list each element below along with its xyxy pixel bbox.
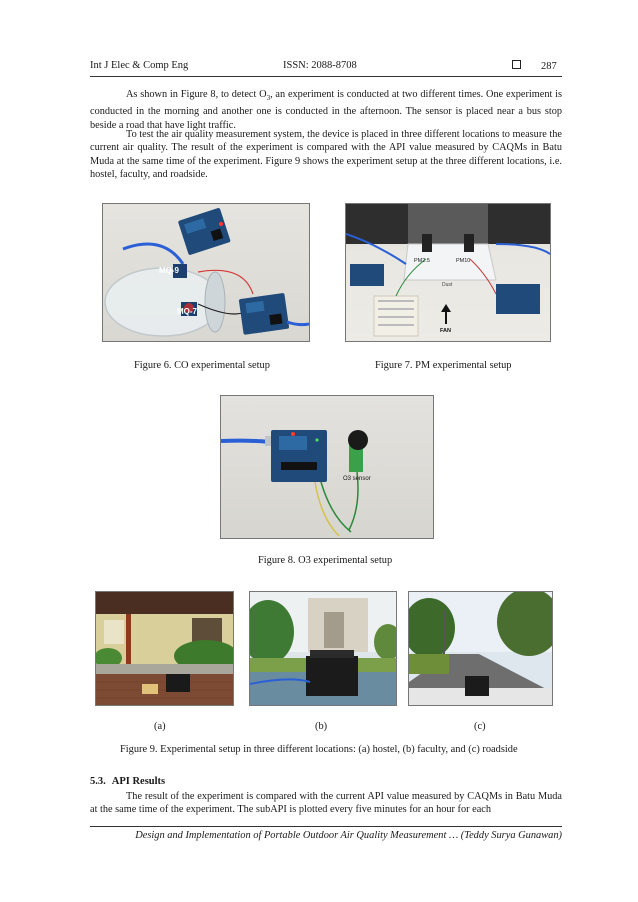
paragraph-2: To test the air quality measurement system, the device is placed in three different locations to measure the current air quality. The result of the experiment is compared with the API value measured by CAQMs in Batu Muda at the same time of the experiment. Figure 9 shows the experiment setup at the three different locations, i.e. hostel, faculty, and roadside. — [90, 129, 562, 180]
paragraph-1-part-a: As shown in Figure 8, to detect O — [126, 89, 267, 100]
o3-setup-illustration — [221, 396, 433, 538]
mq7-label: MQ-7 — [177, 307, 197, 316]
pm10-label: PM10 — [456, 258, 471, 264]
figure-9b-label: (b) — [315, 721, 328, 732]
footer-text: Design and Implementation of Portable Outdoor Air Quality Measurement … (Teddy Surya Gunawan) — [135, 830, 562, 841]
figure-9c-label: (c) — [474, 721, 486, 732]
figure-8-image — [220, 395, 434, 539]
figure-6-caption: Figure 6. CO experimental setup — [134, 360, 270, 371]
figure-9a-image — [95, 591, 234, 706]
mq9-label: MQ-9 — [159, 266, 179, 275]
header-rule — [90, 76, 562, 77]
o3-sensor-label: O3 sensor — [343, 476, 371, 482]
section-paragraph: The result of the experiment is compared with the current API value measured by CAQMs in Batu Muda at the same time of the experiment. The subAPI is plotted every five minutes for an hour for each — [90, 791, 562, 816]
figure-9a-label: (a) — [154, 721, 166, 732]
ozone-subscript: 3 — [266, 94, 271, 103]
issn: ISSN: 2088-8708 — [283, 60, 357, 71]
co-setup-illustration — [103, 204, 309, 341]
figure-9b-image — [249, 591, 397, 706]
page-number-group — [512, 60, 557, 72]
page-number: 287 — [541, 61, 557, 72]
figure-8-caption: Figure 8. O3 experimental setup — [258, 555, 393, 566]
paragraph-1-part-b: , an experiment is conducted at two different times. One experiment is conducted in the morning and another one is conducted in the afternoon. The sensor is placed near a bus stop beside a road that have light traffic. — [90, 89, 562, 131]
faculty-photo-illustration — [250, 592, 396, 705]
fan-label: FAN — [440, 328, 451, 334]
figure-6-image — [102, 203, 310, 342]
section-heading — [90, 776, 165, 787]
journal-name: Int J Elec & Comp Eng — [90, 60, 189, 71]
section-number: 5.3. — [90, 776, 106, 787]
pm-setup-illustration — [346, 204, 550, 341]
figure-7-image — [345, 203, 551, 342]
figure-9c-image — [408, 591, 553, 706]
dust-label: Dust — [442, 282, 453, 288]
hostel-photo-illustration — [96, 592, 233, 705]
square-bullet-icon — [512, 60, 521, 69]
section-title: API Results — [111, 776, 166, 787]
roadside-photo-illustration — [409, 592, 552, 705]
pm25-label: PM2.5 — [414, 258, 430, 264]
paragraph-1 — [90, 88, 562, 132]
figure-7-caption: Figure 7. PM experimental setup — [375, 360, 512, 371]
figure-9-caption: Figure 9. Experimental setup in three different locations: (a) hostel, (b) faculty, and (c) roadside — [120, 744, 518, 755]
footer-rule — [90, 826, 562, 827]
